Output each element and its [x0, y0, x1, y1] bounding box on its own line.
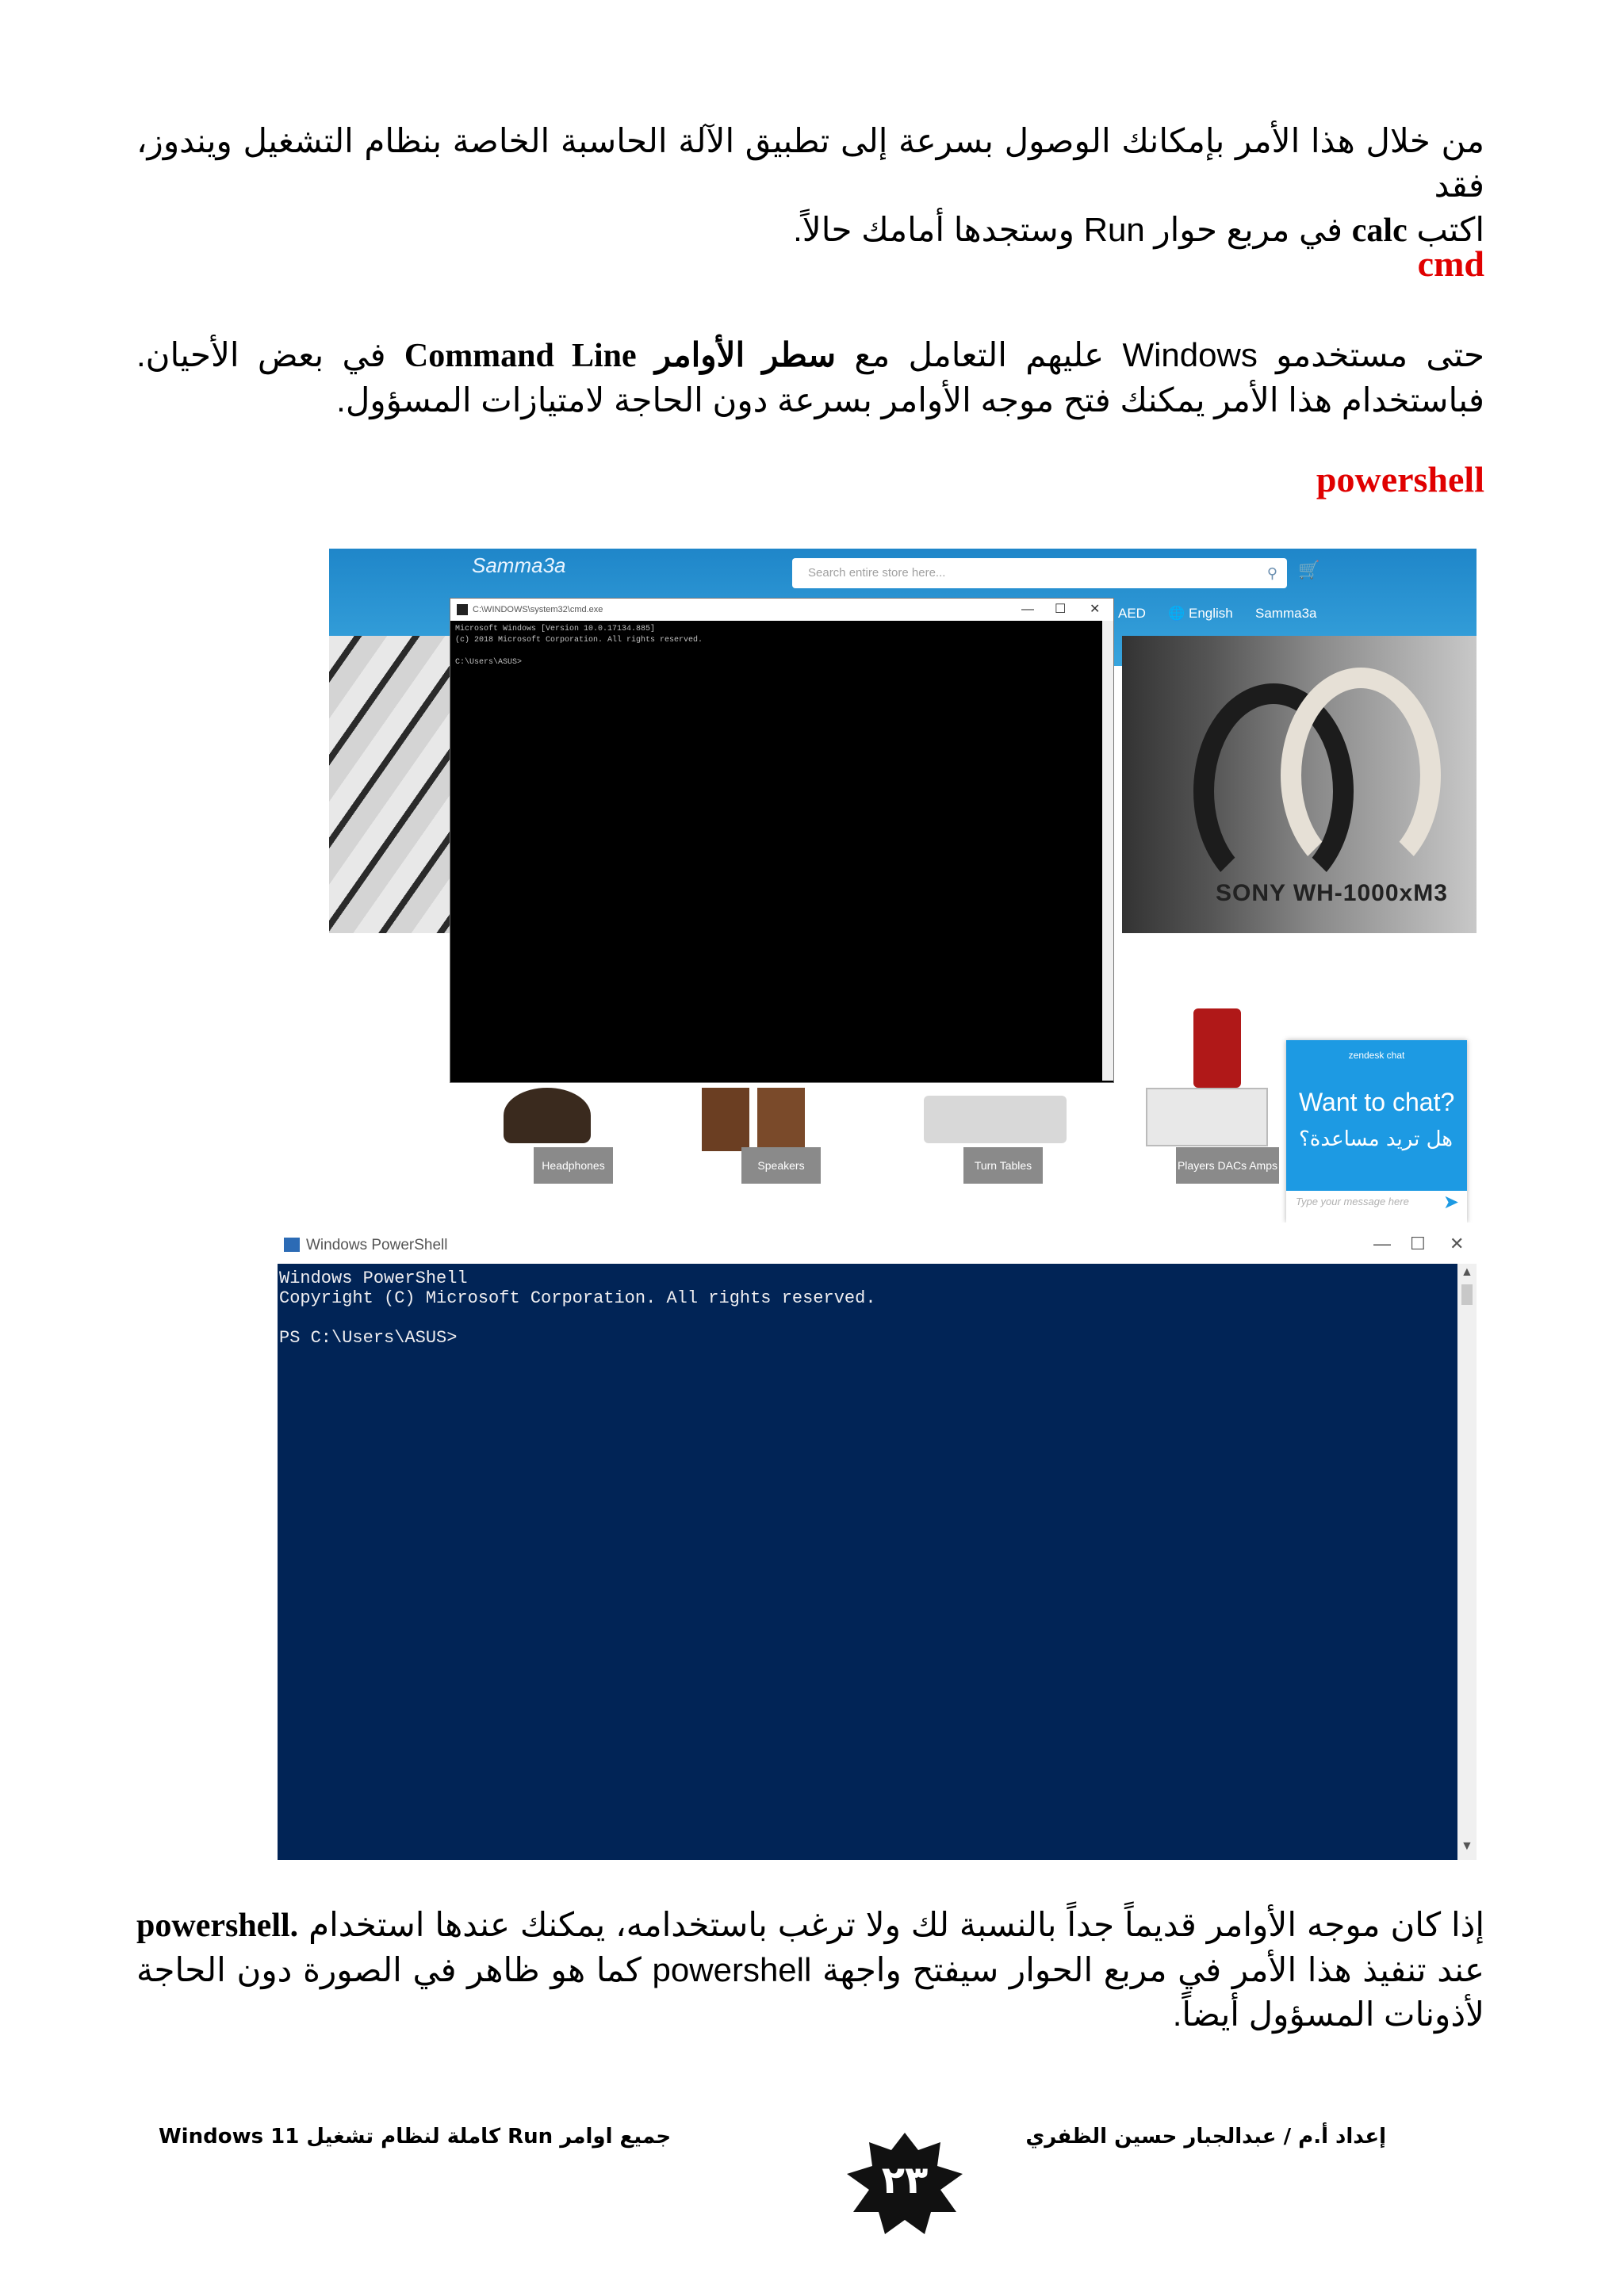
category-button-headphones[interactable]: Headphones	[534, 1147, 613, 1184]
language-selector[interactable]: English	[1189, 606, 1233, 621]
cmd-paragraph	[136, 333, 1484, 423]
chat-brand: zendesk chat	[1348, 1050, 1405, 1061]
cmd-text-pre: حتى مستخدمو Windows عليهم التعامل مع	[854, 336, 1484, 373]
banner-crosswalk-image	[329, 636, 462, 933]
footer-author: إعداد أ.م / عبدالجبار حسين الظفري	[1025, 2125, 1386, 2149]
site-search-input[interactable]	[792, 558, 1287, 588]
currency-selector[interactable]: AED	[1118, 606, 1146, 621]
calc-paragraph	[136, 119, 1484, 253]
powershell-bold: powershell.	[136, 1908, 299, 1944]
powershell-window[interactable]	[278, 1227, 1477, 1860]
chat-header	[1286, 1040, 1467, 1191]
cmd-scrollbar[interactable]	[1102, 621, 1113, 1081]
powershell-app-icon	[284, 1238, 300, 1252]
page-number: ٢٣	[881, 2158, 929, 2202]
close-icon[interactable]: ✕	[1450, 1234, 1465, 1253]
cmd-bold-arabic: سطر الأوامر	[654, 338, 837, 374]
cmd-window[interactable]	[450, 598, 1114, 1083]
chat-subtitle: هل تريد مساعدة؟	[1299, 1127, 1454, 1151]
search-icon[interactable]: ⚲	[1266, 565, 1277, 581]
heading-cmd: cmd	[1417, 243, 1484, 284]
chat-widget[interactable]	[1286, 1040, 1467, 1223]
powershell-titlebar	[278, 1227, 1477, 1264]
calc-command: calc	[1351, 212, 1408, 249]
scroll-thumb[interactable]	[1461, 1284, 1473, 1305]
calc-line-1: من خلال هذا الأمر بإمكانك الوصول بسرعة إلى تطبيق الآلة الحاسبة الخاصة بنظام التشغيل ويندوز، فقد	[136, 122, 1484, 204]
site-search-placeholder: Search entire store here...	[808, 566, 946, 580]
category-button-players[interactable]: Players DACs Amps	[1176, 1147, 1279, 1184]
heading-powershell: powershell	[1316, 459, 1484, 499]
calc-line-2-pre: اكتب	[1416, 211, 1484, 248]
category-button-speakers[interactable]: Speakers	[741, 1147, 821, 1184]
close-icon[interactable]: ✕	[1090, 603, 1101, 616]
headphone-silver-shape	[1281, 668, 1441, 883]
send-icon[interactable]: ➤	[1442, 1192, 1459, 1213]
powershell-scrollbar[interactable]	[1457, 1264, 1477, 1860]
cmd-console-output[interactable]: Microsoft Windows [Version 10.0.17134.885] (c) 2018 Microsoft Corporation. All rights reserved. C:\Users\ASUS>	[455, 625, 703, 667]
globe-icon: 🌐	[1168, 606, 1185, 621]
minimize-icon[interactable]: —	[1021, 603, 1034, 616]
minimize-icon[interactable]: —	[1373, 1234, 1391, 1253]
cmd-titlebar	[450, 599, 1113, 621]
chat-message-input[interactable]: Type your message here	[1296, 1196, 1409, 1207]
cmd-window-title: C:\WINDOWS\system32\cmd.exe	[473, 605, 603, 614]
chat-title: Want to chat?	[1299, 1088, 1455, 1116]
powershell-text-pre: إذا كان موجه الأوامر قديماً جداً بالنسبة لك ولا ترغب باستخدامه، يمكنك عندها استخدام	[308, 1906, 1485, 1943]
website-screenshot	[329, 549, 1477, 1223]
category-players-image	[1130, 993, 1289, 1151]
banner-brand-text: SONY WH-1000xM3	[1216, 880, 1448, 906]
scroll-up-icon[interactable]: ▲	[1461, 1265, 1473, 1279]
nav-logo-small: Samma3a	[1255, 606, 1317, 621]
powershell-window-title: Windows PowerShell	[306, 1237, 448, 1253]
maximize-icon[interactable]: ☐	[1055, 603, 1067, 616]
calc-line-2	[136, 208, 1484, 253]
site-logo: Samma3a	[472, 553, 566, 577]
cart-icon[interactable]: 🛒	[1298, 560, 1320, 580]
category-button-turntables[interactable]: Turn Tables	[963, 1147, 1043, 1184]
calc-line-2-post: في مربع حوار Run وستجدها أمامك حالاً.	[793, 211, 1343, 248]
cmd-bold-english: Command Line	[404, 338, 637, 374]
cmd-app-icon	[457, 604, 468, 615]
powershell-paragraph	[136, 1903, 1484, 2037]
scroll-down-icon[interactable]: ▼	[1461, 1839, 1473, 1853]
powershell-console-output[interactable]: Windows PowerShell Copyright (C) Microsoft Corporation. All rights reserved. PS C:\Users\ASUS>	[278, 1264, 1457, 1860]
maximize-icon[interactable]: ☐	[1410, 1234, 1426, 1253]
powershell-text-post: عند تنفيذ هذا الأمر في مربع الحوار سيفتح واجهة powershell كما هو ظاهر في الصورة دون الحاجة لأذونات المسؤول أيضاً.	[136, 1951, 1484, 2033]
cmd-text-post: في بعض الأحيان. فباستخدام هذا الأمر يمكنك فتح موجه الأوامر بسرعة دون الحاجة لامتيازات المسؤول.	[136, 336, 1484, 419]
footer-title: جميع اوامر Run كاملة لنظام تشغيل Windows 11	[159, 2125, 672, 2149]
